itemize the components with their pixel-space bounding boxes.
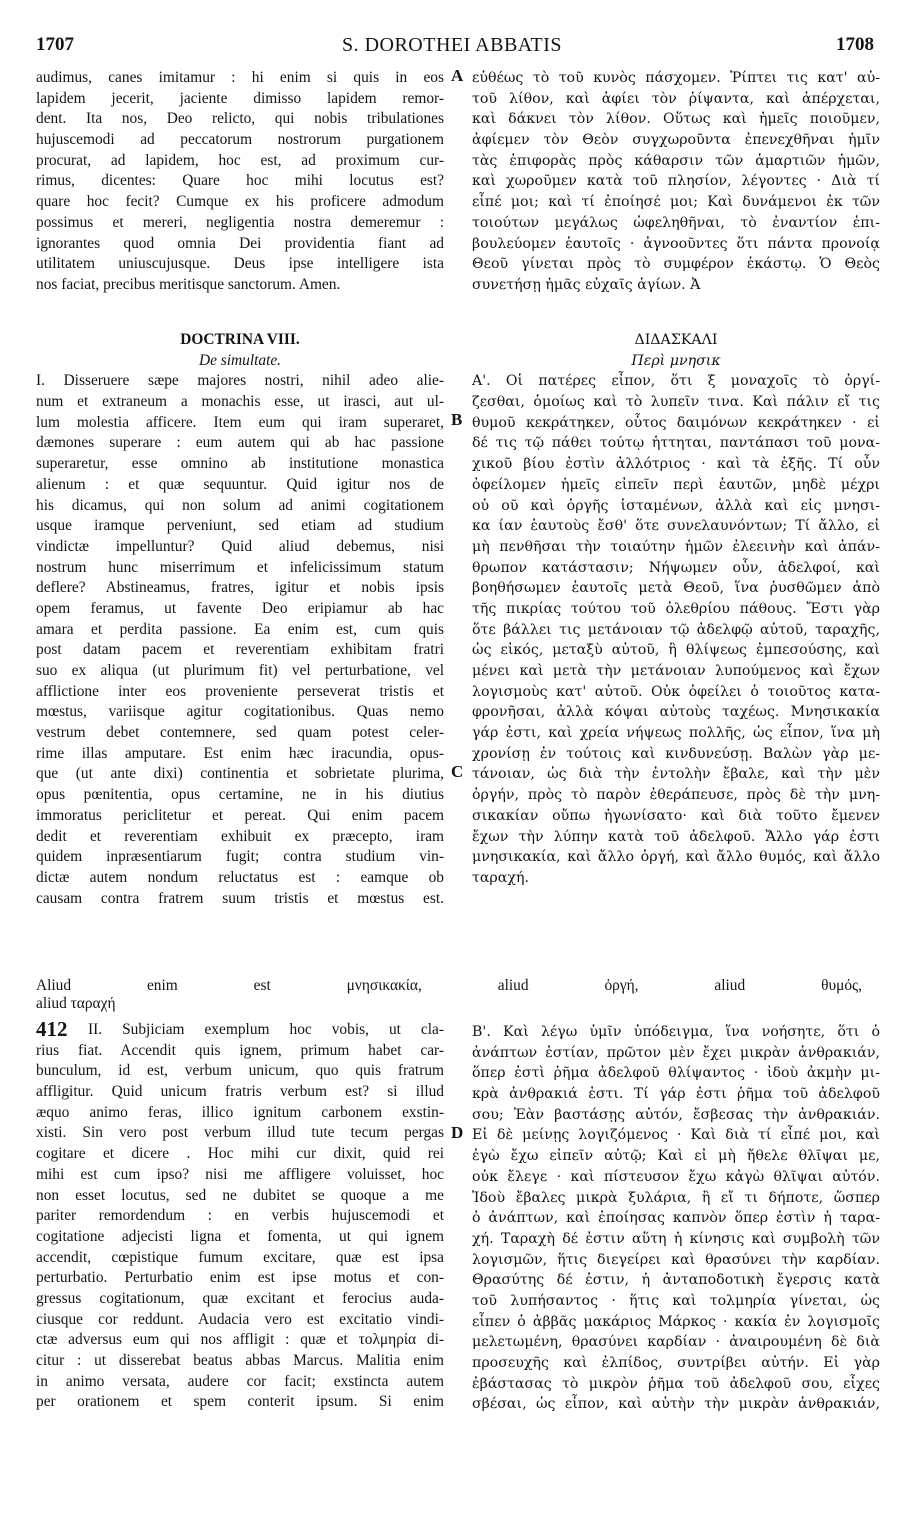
latin-text-line: lum molestia afficere. Item eum qui iram superaret,	[36, 413, 444, 431]
greek-text-line: μένει καὶ μετὰ τὴν μετάνοιαν λυπούμενος καὶ ἔχων	[472, 663, 880, 679]
latin-column-mid	[36, 330, 444, 909]
latin-mid-paragraph	[36, 371, 444, 909]
latin-text-line: lapidem jecerit, jaciente dimisso lapidem remor-	[36, 89, 444, 107]
greek-text-line: Α'. Οἱ πατέρες εἶπον, ὅτι ξ μοναχοῖς τὸ ὀργί-	[472, 373, 880, 390]
greek-text-line: βουλεύομεν ἑαυτοῖς · ἀγνοοῦντες ὅτι πάντα προνοίᾳ	[472, 235, 880, 252]
latin-text-line: vindictæ impelluntur? Quid aliud debemus, nisi	[36, 537, 444, 555]
latin-text-line: perturbatio. Perturbatio enim est ipse motus et con-	[36, 1269, 444, 1287]
latin-text-line: xisti. Sin vero post verbum illud tute tecum pergas	[36, 1124, 444, 1142]
greek-text-line: τάνοιαν, ὡς διὰ τὴν ἐντολὴν ἔβαλε, καὶ τὴν μὲν	[472, 766, 880, 783]
latin-text-line: quidem inpræsentiarum fugit; contra studium vin-	[36, 848, 444, 866]
margin-letter-c: C	[451, 762, 464, 781]
greek-text-line: ἀνάπτων ἑστίαν, πρῶτον μὲν ἔχει μικρὰν ἀνθρακιάν,	[472, 1044, 880, 1061]
greek-text-line: θυμοῦ κεκράτηκεν, οὗτος δαιμόνων κεκράτηκεν · εἰ	[472, 414, 880, 431]
margin-letter-a: A	[451, 66, 464, 85]
latin-text-line: dictæ autem nondum reluctatus est : eamque ob	[36, 868, 444, 886]
greek-text-line: οὐκ ἔλεγε · καὶ πίστευσον ἔχω κἀγὼ θλῖψαι αὐτόν.	[472, 1168, 880, 1185]
page-header	[0, 34, 904, 62]
latin-text-line: in animo versata, audere cor facit; exstincta autem	[36, 1372, 444, 1390]
greek-column-bottom	[472, 1022, 880, 1415]
latin-text-line: his dicamus, qui non solum ad animi cogitationem	[36, 496, 444, 514]
latin-text-line: possimus et mereri, negligentia nostra demeremur :	[36, 213, 444, 231]
latin-text-line: æquo animo feras, illico ignitum carbonem exstin-	[36, 1103, 444, 1121]
greek-text-line: ἐβάστασας τὸ μικρὸν ῥῆμα τοῦ ἀδελφοῦ σου, εἶχες	[472, 1375, 880, 1392]
greek-text-line: ὅπερ ἐστὶ ῥῆμα ἀδελφοῦ θλίψαντος · ἰδοὺ ἀκμὴν μι-	[472, 1065, 880, 1082]
latin-text-line: mihi est cum ipso? nisi me affligere voluisset, hoc	[36, 1165, 444, 1183]
greek-text-line: φρονῆσαι, ἀλλὰ κόψαι αὐτοὺς ταχέως. Μνησικακία	[472, 704, 880, 721]
latin-text-line: causam contra fratrem suum tristis et mœstus est.	[36, 889, 444, 907]
page-number-right: 1708	[836, 34, 874, 55]
greek-text-line: ζεσθαι, ὁμοίως καὶ τὸ λυπεῖν τινα. Καὶ πάλιν εἴ τις	[472, 394, 880, 411]
latin-doctrine-subheading: De simultate.	[198, 351, 282, 369]
greek-text-line: ὀργήν, πρὸς τὸ παρὸν ἐθεράπευσε, πρὸς δὲ τὴν μνη-	[472, 787, 880, 804]
greek-text-line: ὀφείλομεν ἡμεῖς εἰπεῖν περὶ ἑαυτῶν, μηδὲ μέχρι	[472, 476, 880, 493]
latin-text-line: cogitatione adjecisti ligna et fomenta, ut qui ignem	[36, 1227, 444, 1245]
greek-text-line: μελετωμένη, θρασύνει καρδίαν · ἀναιρουμένη δὲ διὰ	[472, 1334, 880, 1351]
latin-text-line: bunculum, id est, verbum unicum, quo quis fratrum	[36, 1062, 444, 1080]
latin-text-line: procurat, ad lapidem, hoc est, ad proximum cur-	[36, 151, 444, 169]
latin-text-line: ctæ adversus eum qui nos affligit : quæ et τολμηρία di-	[36, 1331, 444, 1349]
latin-text-line: dæmones superare : eum autem qui ab hac passione	[36, 434, 444, 452]
greek-text-line: τοῦ λίθον, καὶ ἀφίει τὸν ῥίψαντα, καὶ ἀπέρχεται,	[472, 90, 880, 107]
latin-text-line: rimus, dicentes: Quare hoc mihi locutus est?	[36, 172, 444, 190]
latin-text-line: opem feramus, ut favente Deo eripiamur ab hac	[36, 599, 444, 617]
latin-text-line: ciusque cor reddunt. Audacia vero est excitatio vindi-	[36, 1310, 444, 1328]
latin-text-line: deflere? Abstineamus, fratres, igitur et nobis ipsis	[36, 579, 444, 597]
greek-text-line: χρονίσῃ ἐν τούτοις καὶ κινδυνεύσῃ. Βαλὼν γὰρ με-	[472, 745, 880, 762]
latin-continuation-line: aliud ταραχή	[36, 995, 116, 1012]
greek-text-line: τοῦ λυπήσαντος · ἥτις καὶ τολμηρία γίνεται, ὡς	[472, 1292, 880, 1309]
latin-text-line: citur : ut disserebat beatus abbas Marcus. Malitia enim	[36, 1352, 444, 1369]
greek-text-line: τοιούτων μεγάλως ὠφεληθῆναι, τὸ ἐναντίον ἐπι-	[472, 214, 880, 231]
column-number: 412	[36, 1017, 68, 1041]
greek-text-line: καὶ χωροῦμεν κατὰ τοῦ πλησίον, λέγοντες · Διὰ τί	[472, 173, 880, 190]
latin-text-line: nostrum hunc miserrimum et infelicissimum statum	[36, 558, 444, 576]
greek-column-mid	[472, 330, 880, 889]
greek-text-line: κα ίαν ἑαυτοὺς ἔσθ' ὅτε συνελαυνόντων; Τί ἄλλο, εἰ	[472, 518, 880, 535]
greek-text-line: Ἰδοὺ ἔβαλες μικρὰ ξυλάρια, ἢ εἴ τι δήποτε, ὥσπερ	[472, 1189, 880, 1206]
greek-text-line: προσευχῆς καὶ ἐλπίδος, συντρίβει αὐτήν. Εἰ γὰρ	[472, 1355, 880, 1371]
full-width-line: Aliud enim est μνησικακία, aliud ὀργή, aliud θυμός,	[36, 977, 862, 994]
greek-text-line: εἶπεν ὁ ἀββᾶς μακάριος Μάρκος · κακία ἐν λογισμοῖς	[472, 1313, 880, 1330]
greek-text-line: μὴ πενθῆσαι τὴν τοιαύτην ἡμῶν ἐλεεινὴν καὶ ἀπάν-	[472, 538, 880, 555]
greek-mid-paragraph	[472, 371, 880, 888]
latin-text-line: hujuscemodi ad peccatorum nostrorum purgationem	[36, 131, 444, 149]
greek-text-line: θρωπον κατάστασιν; Νήψωμεν οὖν, ἀδελφοί, καὶ	[472, 559, 880, 576]
greek-text-line: ἔχων τὴν λύπην κατὰ τοῦ ἀδελφοῦ. Ἄλλο γάρ ἐστι	[472, 828, 880, 845]
greek-doctrine-subheading: Περὶ μνησικ	[631, 352, 721, 369]
latin-column-bottom	[36, 995, 444, 1413]
greek-text-line: γάρ ἐστι, καὶ χρεία νήψεως πολλῆς, ὡς εἶπον, ἵνα μὴ	[472, 725, 880, 742]
latin-text-line: quare hoc fecit? Cumque ex his proficere admodum	[36, 193, 444, 211]
greek-text-line: ἐγὼ ἔχω εἰπεῖν αὐτῷ; Καὶ εἰ μὴ ἤθελε θλῖψαι με,	[472, 1148, 880, 1165]
greek-text-line: σου; Ἐὰν βαστάσῃς αὐτόν, ἔσβεσας τὴν ἀνθρακιάν.	[472, 1106, 880, 1123]
latin-text-line: num et extraneum a monachis esse, ut irasci, aut ul-	[36, 393, 444, 411]
greek-text-line: Θεοῦ γίνεται πρὸς τὸ συμφέρον ἑκάστῳ. Ὁ Θεὸς	[472, 256, 880, 273]
latin-text-line: gressus cogitationum, quæ excitant et ferocius auda-	[36, 1289, 444, 1307]
latin-text-line: accendit, cœpistique fumum excitare, quæ est ipsa	[36, 1248, 444, 1266]
greek-text-line: λογισμοὺς κατ' αὐτοῦ. Οὐκ ὀφείλει ὁ τοιοῦτος κατα-	[472, 683, 880, 700]
latin-text-line: affligitur. Quid unicum fratris verbum est? si illud	[36, 1083, 444, 1101]
latin-text-line: utilitatem uniuscujusque. Deus ipse intelligere ista	[36, 255, 444, 273]
greek-text-line: τῆς πικρίας τούτου τοῦ ὀλεθρίου πάθους. Ἔστι γὰρ	[472, 600, 880, 617]
latin-text-line: pariter remordendum : en verbis hujuscemodi et	[36, 1207, 444, 1225]
greek-text-line: σβέσαι, ὡς εἶπον, καὶ αὐτὴν τὴν μικρὰν ἀνθρακιάν,	[472, 1396, 880, 1413]
latin-text-line: dedit et reverentiam exhibuit ex præcepto, iram	[36, 827, 444, 845]
latin-text-line: amara et perdita passione. Ea enim est, cum quis	[36, 620, 444, 638]
latin-text-line: dent. Ita nos, Deo relicto, qui nobis tribulationes	[36, 110, 444, 128]
latin-text-line: cogitare et dicere . Hoc mihi cur dixit, quid rei	[36, 1145, 444, 1163]
greek-text-line: ταραχή.	[472, 869, 529, 886]
greek-text-line: ὅτε βάλλει τις μετάνοιαν τῷ ἀδελφῷ αὐτοῦ, ταραχῆς,	[472, 621, 880, 638]
page-number-left: 1707	[36, 34, 74, 55]
greek-text-line: συνετήσῃ ἡμᾶς εὐχαῖς ἁγίων. Ἀ	[472, 276, 701, 293]
running-title: S. DOROTHEI ABBATIS	[341, 34, 563, 56]
greek-column-top	[472, 68, 880, 296]
margin-letter-b: B	[451, 410, 463, 429]
latin-text-line: rius fiat. Accendit quis ignem, primum habet car-	[36, 1041, 444, 1059]
latin-text-line: que (ut ante dixi) continentia et sobrietate plurima,	[36, 765, 444, 783]
greek-text-line: βοηθήσωμεν ἑαυτοῖς μετὰ Θεοῦ, ἵνα ῥυσθῶμεν ἀπὸ	[472, 580, 880, 597]
latin-text-line: vestrum debet contemnere, sed quam potest celer-	[36, 724, 444, 742]
latin-text-line: immoratus periclitetur et pereat. Qui enim pacem	[36, 806, 444, 824]
latin-text-line: suo ex aliqua (ut plurimum fit) vel perturbatione, vel	[36, 662, 444, 679]
latin-text-line: nos faciat, precibus meritisque sanctorum. Amen.	[36, 275, 341, 293]
greek-text-line: εἶπέ μοι; καὶ τί ἐποίησέ μοι; Καὶ δυνάμενοι ἐκ τῶν	[472, 194, 880, 211]
greek-text-line: ὁ ἀνάπτων, καὶ ἐποίησας καπνὸν ὅπερ ἐστὶν ἡ ταρα-	[472, 1210, 880, 1227]
latin-text-line: audimus, canes imitamur : hi enim si quis in eos	[36, 69, 444, 86]
latin-text-line: mœstus, variisque agitur cogitationibus. Quas nemo	[36, 703, 444, 721]
greek-text-line: δέ τις τῷ πάθει τούτῳ ἡττηται, παντάπασι τοῦ μονα-	[472, 435, 880, 452]
greek-text-line: τὰς ἐπιφορὰς πρὸς κάθαρσιν τῶν ἁμαρτιῶν ἡμῶν,	[472, 152, 880, 169]
greek-text-line: ὡς εἰκός, μεταξὺ αὐτοῦ, ἢ θλίψεως ἐμπεσούσης, καὶ	[472, 642, 880, 659]
latin-doctrine-heading: DOCTRINA VIII.	[180, 331, 300, 348]
latin-column-top	[36, 68, 444, 296]
latin-text-line: alienum : et quæ sequuntur. Quid igitur nos de	[36, 475, 444, 493]
latin-text-line: ignorantes quod omnia Dei providentia fiant ad	[36, 234, 444, 252]
latin-bottom-paragraph	[36, 1012, 444, 1413]
greek-text-line: σικακίαν οὔπω ἠγωνίσατο· καὶ διὰ τοῦτο ἔμενεν	[472, 807, 880, 824]
latin-text-line: opus pœnitentia, opus certamine, ne in his diutius	[36, 786, 444, 804]
margin-letter-d: D	[451, 1123, 464, 1142]
greek-text-line: Β'. Καὶ λέγω ὑμῖν ὑπόδειγμα, ἵνα νοήσητε, ὅτι ὁ	[472, 1024, 880, 1040]
greek-text-line: κρὰ ἀνθρακιά ἐστι. Τί γάρ ἐστι ῥῆμα τοῦ ἀδελφοῦ	[472, 1086, 880, 1103]
latin-text-line: I. Disseruere sæpe majores nostri, nihil adeo alie-	[36, 372, 444, 390]
greek-text-line: καὶ δάκνει τὸν λίθον. Οὕτως καὶ ἡμεῖς ποιοῦμεν,	[472, 111, 880, 128]
latin-text-line: non esset locutus, sed ne dubitet se quoque a me	[36, 1186, 444, 1204]
greek-text-line: μνησικακία, καὶ ἄλλο ὀργή, καὶ ἄλλο θυμός, καὶ ἄλλο	[472, 849, 880, 866]
greek-text-line: λογισμῶν, ἥτις διεγείρει καὶ θρασύνει τὴν καρδίαν.	[472, 1251, 880, 1268]
latin-text-line: afflictione inter eos proveniente perseverat tristis et	[36, 682, 444, 700]
latin-text-line: per orationem et spem conterit ipsum. Si enim	[36, 1393, 444, 1411]
greek-text-line: Θρασύτης δέ ἐστιν, ἡ ἀνταποδοτικὴ ἔγερσις κατὰ	[472, 1272, 880, 1289]
latin-text-line: II. Subjiciam exemplum hoc vobis, ut cla-	[88, 1021, 444, 1038]
greek-text-line: ἀφίεμεν τὸν Θεὸν συγχωροῦντα ἐπενεχθῆναι ἡμῖν	[472, 132, 880, 149]
latin-text-line: post datam pacem et reverentiam exhibitam fratri	[36, 641, 444, 659]
greek-doctrine-heading: ΔΙΔΑΣΚΑΛΙ	[634, 332, 718, 348]
greek-text-line: εὐθέως τὸ τοῦ κυνὸς πάσχομεν. Ῥίπτει τις κατ' αὐ-	[472, 70, 880, 86]
greek-text-line: χικοῦ βίου ἐστὶν ἀλλότριος · καὶ τὰ ἑξῆς. Τί οὖν	[472, 456, 880, 473]
latin-text-line: usque iramque perveniunt, sed etiam ad studium	[36, 517, 444, 535]
greek-text-line: χή. Ταραχὴ δέ ἐστιν αὕτη ἡ κίνησις καὶ συμβολὴ τῶν	[472, 1230, 880, 1247]
greek-text-line: Εἰ δὲ μείνῃς λογιζόμενος · Καὶ διὰ τί εἶπέ μοι, καὶ	[472, 1127, 880, 1144]
latin-text-line: superaretur, esse omnino ab institutione monastica	[36, 455, 444, 473]
greek-text-line: οὐ οῦ καὶ ὀργῆς ἱσταμένων, ἀλλὰ καὶ εἰς μνησι-	[472, 497, 880, 514]
latin-text-line: rime illas amputare. Est enim hæc iracundia, opus-	[36, 744, 444, 762]
